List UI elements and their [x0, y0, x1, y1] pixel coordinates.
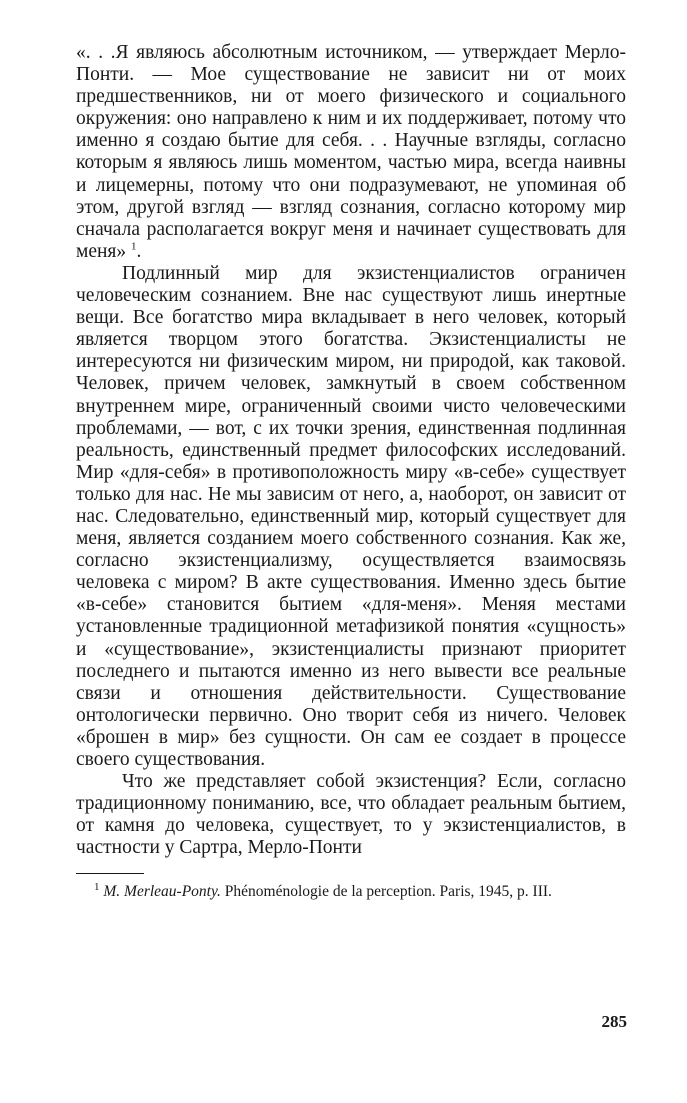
paragraph-authentic-world: Подлинный мир для экзистенциалистов ограничен человеческим сознанием. Вне нас существуют лишь инертные вещи. Все богатство мира вкладывает в него человек, который является творцом этого богатства. Экзистенциалисты не интересуются ни физическим миром, ни природой, как таковой. Человек, причем человек, замкнутый в своем собственном внутреннем мире, ограниченный своими чисто человеческими проблемами, — вот, с их точки зрения, единственная подлинная реальность, единственный предмет философских исследований. Мир «для-себя» в противоположность миру «в-себе» существует только для нас. Не мы зависим от него, а, наоборот, он зависит от нас. Следовательно, единственный мир, который существует для меня, является созданием моего собственного сознания. Как же, согласно экзистенциализму, осуществляется взаимосвязь человека с миром? В акте существования. Именно здесь бытие «в-себе» становится бытием «для-меня». Меняя местами установленные традиционной метафизикой понятия «сущность» и «существование», экзистенциалисты признают приоритет последнего и пытаются именно из него вывести все реальные связи и отношения действительности. Существование онтологически первично. Оно творит себя из ничего. Человек «брошен в мир» без сущности. Он сам ее создает в процессе своего существования. — [76, 262, 626, 770]
paragraph-existence-question: Что же представляет собой экзистенция? Если, согласно традиционному пониманию, все, что обладает реальным бытием, от камня до человека, существует, то у экзистенциалистов, в частности у Сартра, Мерло-Понти — [76, 771, 626, 859]
footnote — [76, 882, 626, 902]
page-body — [76, 42, 626, 902]
footnote-author: M. Merleau-Ponty. — [103, 883, 221, 901]
footnote-divider — [76, 873, 144, 874]
paragraph-quote-text: «. . .Я являюсь абсолютным источником, — утверждает Мерло-Понти. — Мое существование не зависит ни от моих предшественников, ни от моего физического и социального окружения: оно направлено к ним и их поддерживает, потому что именно я создаю бытие для себя. . . Научные взгляды, согласно которым я являюсь лишь моментом, частью мира, всегда наивны и лицемерны, потому что они подразумевают, не упоминая об этом, другой взгляд — взгляд сознания, согласно которому мир сначала располагается вокруг меня и начинает существовать для меня» — [76, 42, 626, 262]
footnote-marker: 1 — [94, 881, 100, 894]
page-number: 285 — [601, 1012, 627, 1031]
footnote-reference[interactable]: 1 — [131, 240, 137, 253]
footnote-text: Phénoménologie de la perception. Paris, 1945, p. III. — [220, 883, 552, 901]
paragraph-quote: «. . .Я являюсь абсолютным источником, — утверждает Мерло-Понти. — Мое существование не зависит ни от моих предшественников, ни от моего физического и социального окружения: оно направлено к ним и их поддерживает, потому что именно я создаю бытие для себя. . . Научные взгляды, согласно которым я являюсь лишь моментом, частью мира, всегда наивны и лицемерны, потому что они подразумевают, не упоминая об этом, другой взгляд — взгляд сознания, согласно которому мир сначала располагается вокруг меня и начинает существовать для меня» $^1$. — [76, 42, 626, 262]
